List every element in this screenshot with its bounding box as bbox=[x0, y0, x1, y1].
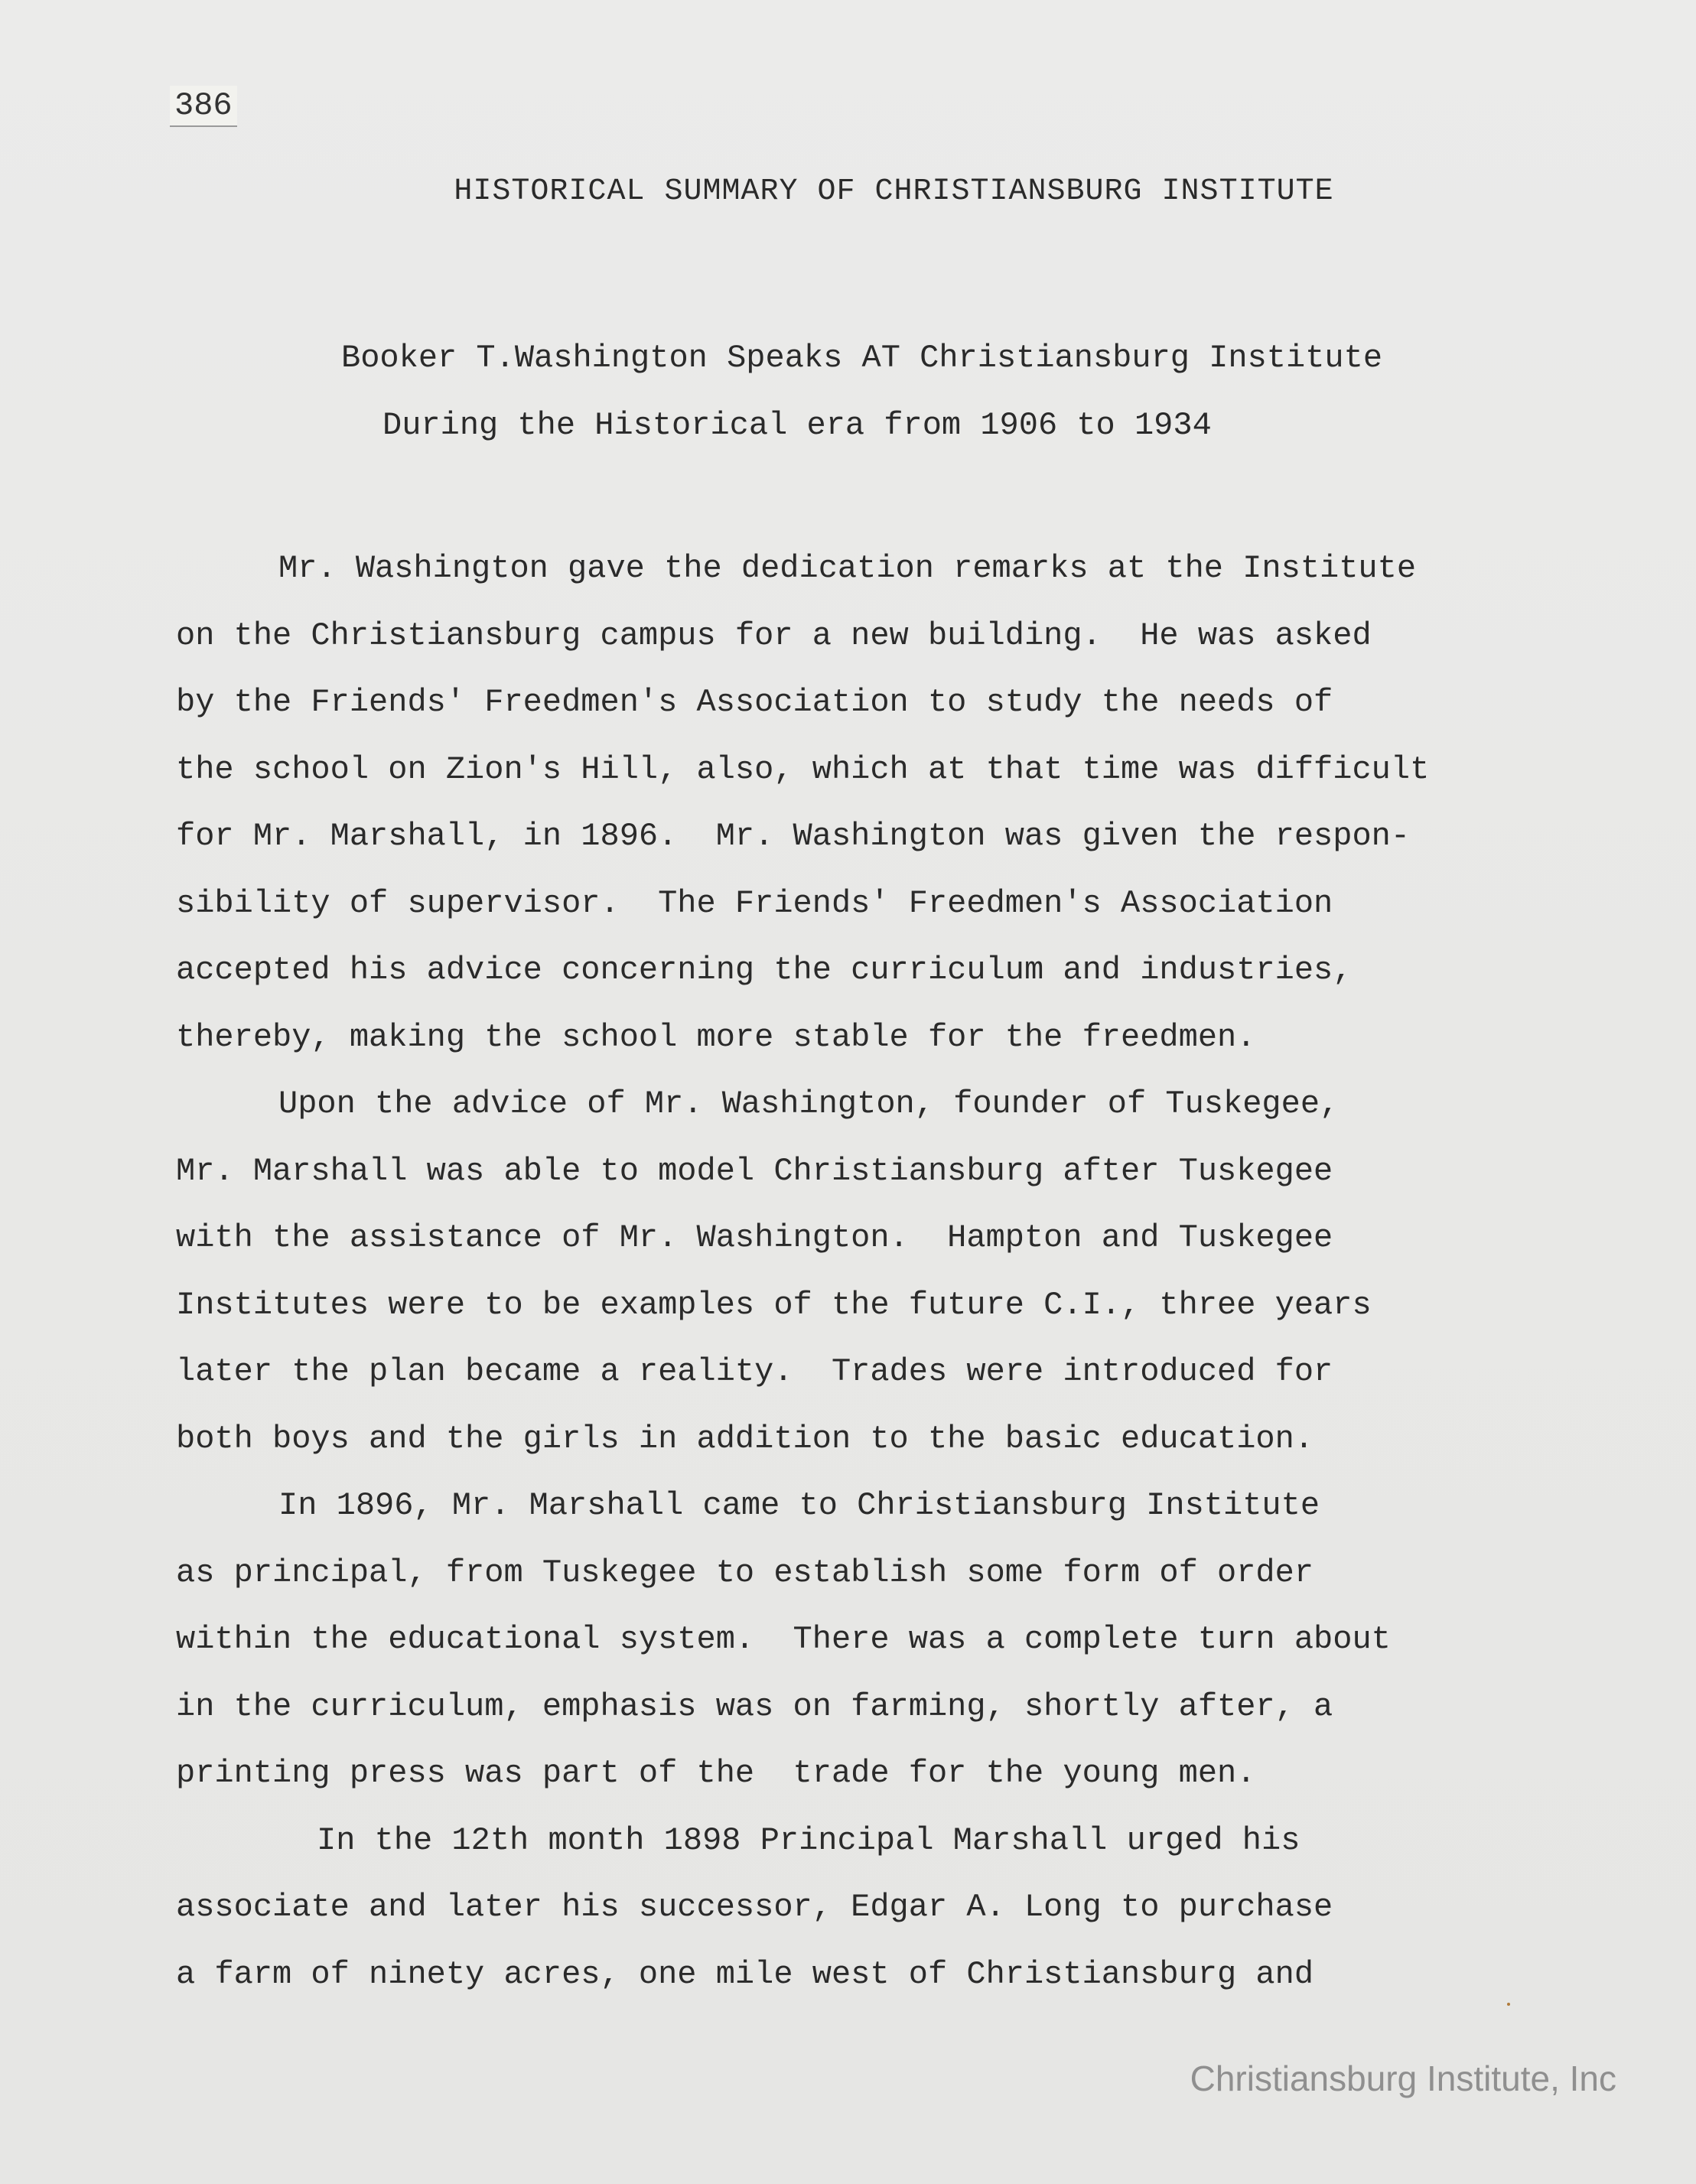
text-line: accepted his advice concerning the curriculum and industries, bbox=[176, 952, 1353, 988]
text-line: printing press was part of the trade for the young men. bbox=[176, 1755, 1256, 1792]
text-line: as principal, from Tuskegee to establish some form of order bbox=[176, 1554, 1314, 1591]
subtitle-line-1: Booker T.Washington Speaks AT Christiansburg Institute bbox=[341, 340, 1383, 376]
text-line: a farm of ninety acres, one mile west of Christiansburg and bbox=[176, 1955, 1314, 1993]
text-line: both boys and the girls in addition to the basic education. bbox=[176, 1420, 1314, 1457]
text-line: In 1896, Mr. Marshall came to Christiansburg Institute bbox=[278, 1487, 1320, 1524]
body-text bbox=[176, 535, 1538, 2008]
text-line: Mr. Marshall was able to model Christiansburg after Tuskegee bbox=[176, 1152, 1333, 1190]
text-line: Upon the advice of Mr. Washington, founder of Tuskegee, bbox=[278, 1085, 1340, 1122]
text-line: thereby, making the school more stable for the freedmen. bbox=[176, 1018, 1256, 1056]
text-line: by the Friends' Freedmen's Association to study the needs of bbox=[176, 684, 1333, 721]
text-line: later the plan became a reality. Trades were introduced for bbox=[176, 1353, 1333, 1390]
text-line: associate and later his successor, Edgar A. Long to purchase bbox=[176, 1889, 1333, 1925]
page-number: 386 bbox=[170, 86, 237, 127]
text-line: on the Christiansburg campus for a new building. He was asked bbox=[176, 617, 1372, 654]
text-line: sibility of supervisor. The Friends' Freedmen's Association bbox=[176, 884, 1333, 922]
subtitle-line-2: During the Historical era from 1906 to 1934 bbox=[382, 407, 1212, 444]
text-line: for Mr. Marshall, in 1896. Mr. Washington was given the respon- bbox=[176, 818, 1411, 854]
text-line: Mr. Washington gave the dedication remarks at the Institute bbox=[278, 550, 1417, 587]
watermark: Christiansburg Institute, Inc bbox=[1190, 2059, 1616, 2098]
text-line: the school on Zion's Hill, also, which at that time was difficult bbox=[176, 750, 1430, 788]
text-line: with the assistance of Mr. Washington. Hampton and Tuskegee bbox=[176, 1219, 1333, 1256]
text-line: in the curriculum, emphasis was on farming, shortly after, a bbox=[176, 1688, 1333, 1725]
text-line: In the 12th month 1898 Principal Marshall urged his bbox=[317, 1821, 1300, 1859]
text-line: Institutes were to be examples of the future C.I., three years bbox=[176, 1286, 1372, 1323]
paper-speck bbox=[1507, 2003, 1510, 2006]
text-line: within the educational system. There was a complete turn about bbox=[176, 1621, 1391, 1658]
document-title: HISTORICAL SUMMARY OF CHRISTIANSBURG INSTITUTE bbox=[454, 174, 1334, 209]
